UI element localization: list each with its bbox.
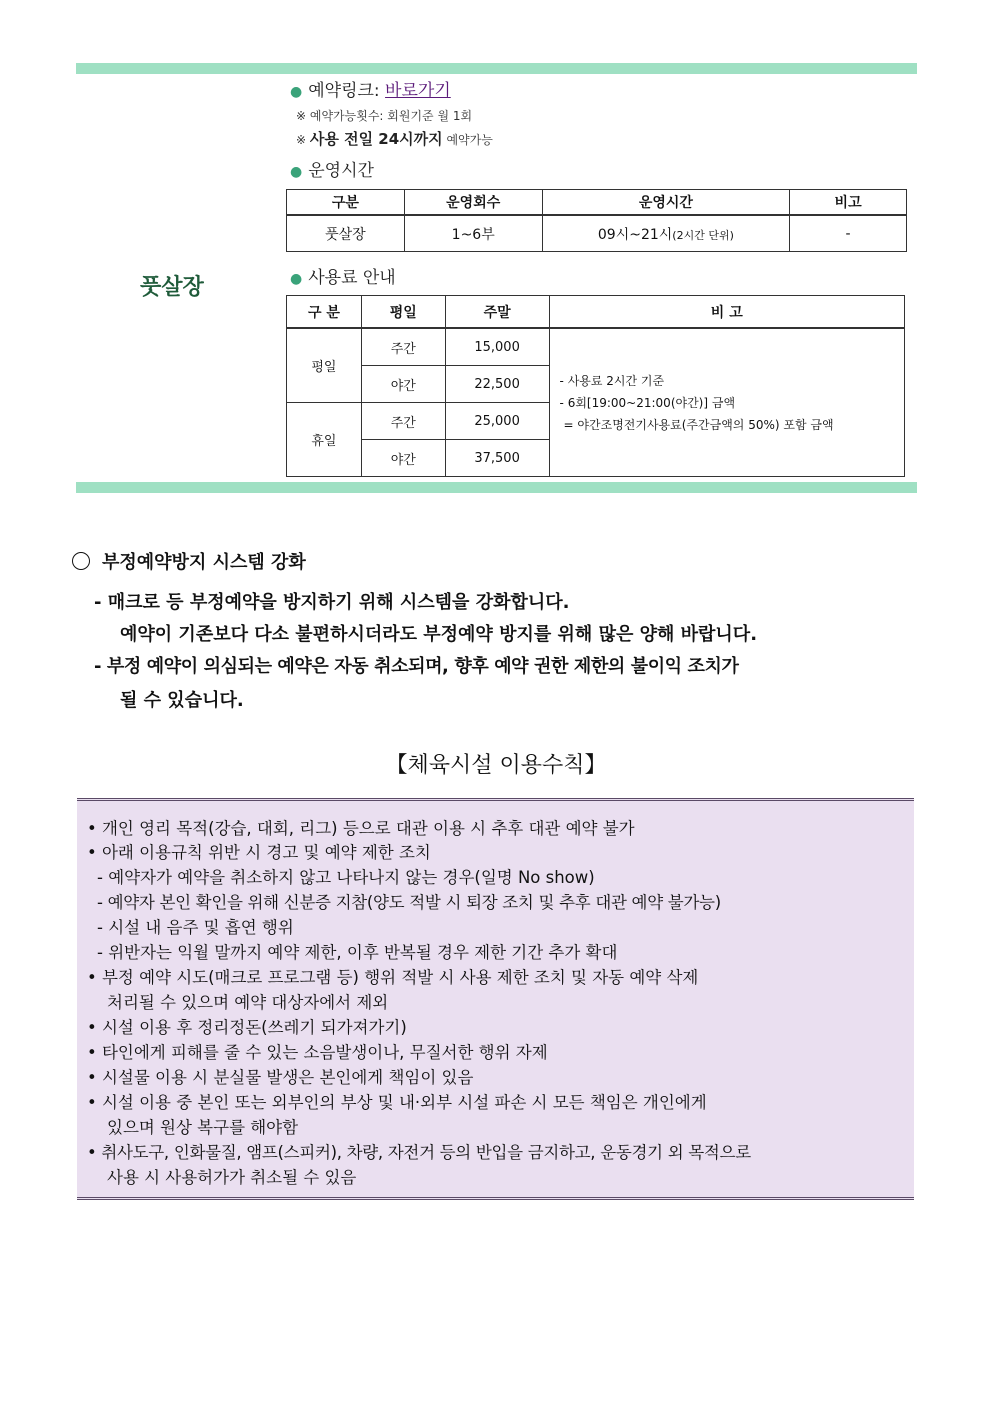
fee-header-category: 구 분 xyxy=(287,296,362,329)
header-remark: 비고 xyxy=(790,190,907,216)
fraud-line: 예약이 기존보다 다소 불편하시더라도 부정예약 방지를 위해 많은 양해 바랍니다. xyxy=(120,624,758,645)
reservation-note-count: ※ 예약가능횟수: 회원기준 월 1회 xyxy=(296,109,473,123)
fraud-heading xyxy=(72,548,306,574)
fraud-heading-text: 부정예약방지 시스템 강화 xyxy=(102,552,306,573)
header-hours: 운영시간 xyxy=(542,190,790,216)
fee-time: 주간 xyxy=(361,403,445,440)
header-category: 구분 xyxy=(287,190,405,216)
rule-line: 사용 시 사용허가가 취소될 수 있음 xyxy=(107,1168,357,1187)
fee-header-weekday: 평일 xyxy=(361,296,445,329)
rule-line: - 시설 내 음주 및 흡연 행위 xyxy=(97,918,294,937)
fee-note-line: - 사용료 2시간 기준 xyxy=(559,373,665,388)
rule-line: - 예약자가 예약을 취소하지 않고 나타나지 않는 경우(일명 No show) xyxy=(97,868,595,887)
rule-line: • 시설 이용 중 본인 또는 외부인의 부상 및 내·외부 시설 파손 시 모든 책임은 개인에게 xyxy=(87,1093,707,1112)
fee-time: 야간 xyxy=(361,366,445,403)
operation-row xyxy=(287,215,907,252)
bottom-divider-bar xyxy=(76,482,917,493)
circle-bullet-icon xyxy=(72,552,90,570)
fee-header-remark: 비 고 xyxy=(549,296,904,329)
rule-line: • 시설 이용 후 정리정돈(쓰레기 되가져가기) xyxy=(87,1018,407,1037)
bullet-icon: ● xyxy=(290,271,303,287)
rules-title: 【체육시설 이용수칙】 xyxy=(385,753,607,778)
operation-hours-note: (2시간 단위) xyxy=(672,228,734,242)
rule-line: • 개인 영리 목적(강습, 대회, 리그) 등으로 대관 이용 시 추후 대관 예약 불가 xyxy=(87,819,635,838)
fee-price: 15,000 xyxy=(445,328,549,366)
facility-name: 풋살장 xyxy=(140,275,204,300)
fee-heading xyxy=(290,263,396,288)
reservation-link-line xyxy=(290,76,451,101)
note-mark: ※ xyxy=(296,133,307,147)
fee-price: 37,500 xyxy=(445,440,549,477)
fee-group-label: 평일 xyxy=(287,328,362,403)
fee-note-line: - 6회[19:00~21:00(야간)] 금액 xyxy=(559,395,736,410)
fraud-line: - 부정 예약이 의심되는 예약은 자동 취소되며, 향후 예약 권한 제한의 불이익 조치가 xyxy=(94,656,739,677)
reservation-link-label: 예약링크: xyxy=(308,81,386,101)
fee-time: 주간 xyxy=(361,328,445,366)
operation-header-row xyxy=(287,190,907,216)
rule-line: 있으며 원상 복구를 해야함 xyxy=(107,1118,299,1137)
rule-line: • 아래 이용규칙 위반 시 경고 및 예약 제한 조치 xyxy=(87,843,431,862)
rule-line: • 시설물 이용 시 분실물 발생은 본인에게 책임이 있음 xyxy=(87,1068,474,1087)
operation-sessions: 1~6부 xyxy=(404,215,542,252)
fee-row xyxy=(287,328,905,366)
rule-line: - 위반자는 익월 말까지 예약 제한, 이후 반복될 경우 제한 기간 추가 확대 xyxy=(97,943,618,962)
fee-header-weekend: 주말 xyxy=(445,296,549,329)
operation-heading-text: 운영시간 xyxy=(308,161,374,181)
top-divider-bar xyxy=(76,63,917,74)
fee-note-line: = 야간조명전기사용료(주간금액의 50%) 포함 금액 xyxy=(563,417,834,432)
rule-line: • 타인에게 피해를 줄 수 있는 소음발생이나, 무질서한 행위 자제 xyxy=(87,1043,548,1062)
note-deadline-bold: 사용 전일 24시까지 xyxy=(309,130,443,148)
bullet-icon: ● xyxy=(290,164,303,180)
fraud-line: - 매크로 등 부정예약을 방지하기 위해 시스템을 강화합니다. xyxy=(94,592,570,613)
reservation-note-deadline xyxy=(296,128,493,149)
fee-price: 25,000 xyxy=(445,403,549,440)
operation-facility: 풋살장 xyxy=(287,215,405,252)
rules-box xyxy=(77,798,914,1200)
operation-heading xyxy=(290,156,374,181)
operation-hours-text: 09시~21시 xyxy=(597,226,673,243)
header-sessions: 운영회수 xyxy=(404,190,542,216)
operation-table xyxy=(286,189,907,252)
rule-line: 처리될 수 있으며 예약 대상자에서 제외 xyxy=(107,993,389,1012)
bullet-icon: ● xyxy=(290,84,303,100)
fee-header-row xyxy=(287,296,905,329)
fee-table xyxy=(286,295,905,477)
note-deadline-suffix: 예약가능 xyxy=(446,133,493,147)
rule-line: • 취사도구, 인화물질, 앰프(스피커), 차량, 자전거 등의 반입을 금지하고, 운동경기 외 목적으로 xyxy=(87,1143,751,1162)
reservation-link[interactable]: 바로가기 xyxy=(385,81,451,101)
fraud-line: 될 수 있습니다. xyxy=(120,690,244,711)
fee-price: 22,500 xyxy=(445,366,549,403)
operation-hours xyxy=(542,215,790,252)
rule-line: • 부정 예약 시도(매크로 프로그램 등) 행위 적발 시 사용 제한 조치 및 자동 예약 삭제 xyxy=(87,968,699,987)
fee-time: 야간 xyxy=(361,440,445,477)
operation-remark: - xyxy=(790,215,907,252)
fee-heading-text: 사용료 안내 xyxy=(308,268,396,288)
rule-line: - 예약자 본인 확인을 위해 신분증 지참(양도 적발 시 퇴장 조치 및 추후 대관 예약 불가능) xyxy=(97,893,721,912)
fee-notes xyxy=(549,328,904,477)
fee-group-label: 휴일 xyxy=(287,403,362,477)
